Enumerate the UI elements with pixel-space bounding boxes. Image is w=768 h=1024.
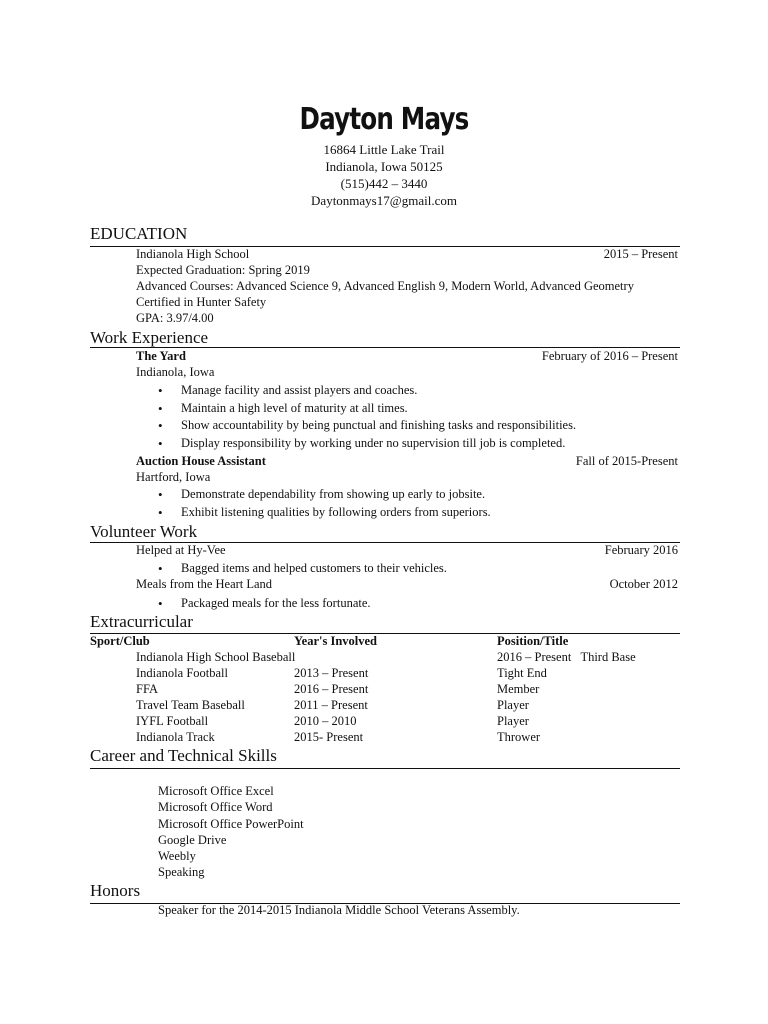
bullet-glyph: •: [158, 505, 163, 520]
activity-years: 2010 – 2010: [294, 714, 357, 728]
col-header-years: Year's Involved: [294, 634, 377, 648]
education-heading: EDUCATION: [90, 224, 188, 243]
activity-position: Thrower: [497, 730, 541, 744]
col-header-sport: Sport/Club: [90, 634, 150, 648]
activity-years: 2015- Present: [294, 730, 364, 744]
job-title: Auction House Assistant: [136, 454, 266, 468]
activity-name: Indianola High School Baseball: [136, 650, 296, 664]
email: Daytonmays17@gmail.com: [311, 193, 457, 208]
activity-position: 2016 – Present Third Base: [497, 650, 636, 664]
skill-item: Microsoft Office Word: [158, 800, 273, 814]
activity-position: Tight End: [497, 666, 547, 680]
school-dates: 2015 – Present: [603, 247, 678, 261]
job-bullet: Demonstrate dependability from showing up early to jobsite.: [181, 487, 486, 501]
bullet-glyph: •: [158, 561, 163, 576]
volunteer-bullet: Bagged items and helped customers to their vehicles.: [181, 561, 447, 575]
activity-name: Indianola Football: [136, 666, 228, 680]
work-heading: Work Experience: [90, 328, 209, 347]
address-line-2: Indianola, Iowa 50125: [325, 159, 443, 174]
honor-item: Speaker for the 2014-2015 Indianola Middle School Veterans Assembly.: [158, 903, 520, 917]
volunteer-title: Helped at Hy-Vee: [136, 543, 226, 557]
bullet-glyph: •: [158, 383, 163, 398]
job-dates: Fall of 2015-Present: [575, 454, 678, 468]
education-line: GPA: 3.97/4.00: [136, 311, 214, 325]
job-bullet: Maintain a high level of maturity at all times.: [181, 401, 408, 415]
job-bullet: Show accountability by being punctual and finishing tasks and responsibilities.: [181, 418, 577, 432]
education-line: Advanced Courses: Advanced Science 9, Advanced English 9, Modern World, Advanced Geometry: [136, 279, 634, 293]
extracurricular-rule: [90, 633, 680, 634]
activity-position: Member: [497, 682, 540, 696]
job-bullet: Manage facility and assist players and coaches.: [181, 383, 418, 397]
volunteer-heading: Volunteer Work: [90, 522, 198, 541]
activity-name: Indianola Track: [136, 730, 215, 744]
volunteer-bullet: Packaged meals for the less fortunate.: [181, 596, 371, 610]
address-line-1: 16864 Little Lake Trail: [323, 142, 445, 157]
job-location: Hartford, Iowa: [136, 470, 211, 484]
skill-item: Microsoft Office PowerPoint: [158, 817, 304, 831]
job-title: The Yard: [136, 349, 186, 363]
activity-position: Player: [497, 698, 529, 712]
bullet-glyph: •: [158, 487, 163, 502]
job-dates: February of 2016 – Present: [541, 349, 678, 363]
job-bullet: Exhibit listening qualities by following orders from superiors.: [181, 505, 491, 519]
bullet-glyph: •: [158, 596, 163, 611]
skill-item: Microsoft Office Excel: [158, 784, 274, 798]
bullet-glyph: •: [158, 418, 163, 433]
school-name: Indianola High School: [136, 247, 250, 261]
job-bullet: Display responsibility by working under no supervision till job is completed.: [181, 436, 566, 450]
activity-position: Player: [497, 714, 529, 728]
skill-item: Google Drive: [158, 833, 227, 847]
activity-name: FFA: [136, 682, 159, 696]
extracurricular-heading: Extracurricular: [90, 612, 193, 631]
resume-name: Dayton Mays: [299, 102, 469, 137]
activity-years: 2016 – Present: [294, 682, 369, 696]
col-header-position: Position/Title: [497, 634, 569, 648]
activity-name: IYFL Football: [136, 714, 209, 728]
skill-item: Weebly: [158, 849, 196, 863]
job-location: Indianola, Iowa: [136, 365, 215, 379]
honors-heading: Honors: [90, 881, 141, 900]
activity-years: 2011 – Present: [294, 698, 368, 712]
education-line: Expected Graduation: Spring 2019: [136, 263, 310, 277]
education-line: Certified in Hunter Safety: [136, 295, 267, 309]
skills-heading: Career and Technical Skills: [90, 746, 277, 765]
phone: (515)442 – 3440: [340, 176, 428, 191]
bullet-glyph: •: [158, 401, 163, 416]
skill-item: Speaking: [158, 865, 205, 879]
work-rule: [90, 347, 680, 348]
activity-name: Travel Team Baseball: [136, 698, 245, 712]
volunteer-title: Meals from the Heart Land: [136, 577, 273, 591]
bullet-glyph: •: [158, 436, 163, 451]
activity-years: 2013 – Present: [294, 666, 369, 680]
skills-rule: [90, 768, 680, 769]
volunteer-date: February 2016: [604, 543, 678, 557]
volunteer-date: October 2012: [609, 577, 678, 591]
